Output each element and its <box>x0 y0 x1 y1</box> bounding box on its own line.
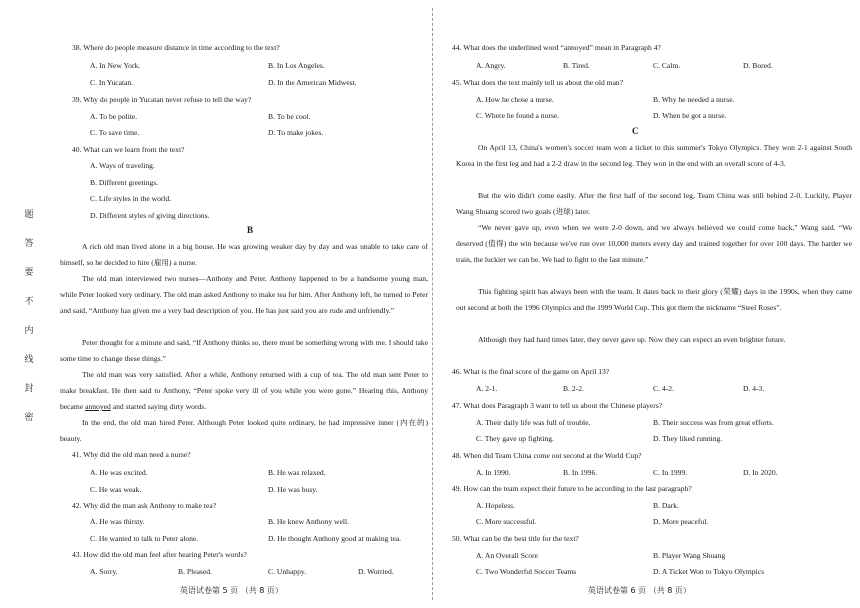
option-a[interactable]: A. Sorry. <box>90 567 118 576</box>
option-a[interactable]: A. 2-1. <box>476 384 498 393</box>
option-d[interactable]: D. In 2020. <box>743 468 778 477</box>
option-a[interactable]: A. Their daily life was full of trouble. <box>476 418 591 427</box>
option-b[interactable]: B. Their success was from great efforts. <box>653 418 774 427</box>
option-a[interactable]: A. To be polite. <box>90 112 138 121</box>
question-44: 44. What does the underlined word “annoyed” mean in Paragraph 4? <box>452 43 661 52</box>
option-c[interactable]: C. He was weak. <box>90 485 142 494</box>
question-38: 38. Where do people measure distance in time according to the text? <box>72 43 280 52</box>
underlined-word: annoyed <box>85 402 111 411</box>
option-c[interactable]: C. He wanted to talk to Peter alone. <box>90 534 199 543</box>
option-d[interactable]: D. In the American Midwest. <box>268 78 357 87</box>
paragraph-text: and started saying dirty words. <box>110 402 207 411</box>
option-c[interactable]: C. Life styles in the world. <box>90 194 172 203</box>
option-d[interactable]: D. When he got a nurse. <box>653 111 727 120</box>
question-39: 39. Why do people in Yucatan never refuse to tell the way? <box>72 95 252 104</box>
paragraph-text: The old man was very satisfied. After a while, Anthony returned with a cup of tea. The old man sent Peter to make breakfast. He then said to Anthony, “Peter spoke very ill of you while you were gone.” Hearing this, Anthony became <box>60 370 428 411</box>
question-41: 41. Why did the old man need a nurse? <box>72 450 191 459</box>
margin-char: 不 <box>24 296 34 306</box>
question-42: 42. Why did the man ask Anthony to make tea? <box>72 501 217 510</box>
passage-c-paragraph-1: On April 13, China's women's soccer team won a ticket to this summer's Tokyo Olympics. They won 2-1 against South Korea in the first leg and had a 2-2 draw in the second leg. They won in the end with an overall score of 4-3. <box>456 143 852 168</box>
option-d[interactable]: D. More peaceful. <box>653 517 709 526</box>
page-6 <box>432 0 860 608</box>
option-d[interactable]: D. To make jokes. <box>268 128 324 137</box>
option-c[interactable]: C. Two Wonderful Soccer Teams <box>476 567 577 576</box>
option-c[interactable]: C. To save time. <box>90 128 140 137</box>
question-49: 49. How can the team expect their future to be according to the last paragraph? <box>452 484 692 493</box>
margin-char: 封 <box>24 383 34 393</box>
section-heading-b: B <box>247 225 254 235</box>
option-d[interactable]: D. He was busy. <box>268 485 318 494</box>
option-c[interactable]: C. More successful. <box>476 517 537 526</box>
option-c[interactable]: C. Unhappy. <box>268 567 307 576</box>
question-48: 48. When did Team China come out second at the World Cup? <box>452 451 642 460</box>
margin-char: 密 <box>24 412 34 422</box>
option-c[interactable]: C. They gave up fighting. <box>476 434 554 443</box>
option-a[interactable]: A. In New York. <box>90 61 141 70</box>
option-c[interactable]: C. In Yucatan. <box>90 78 134 87</box>
option-c[interactable]: C. Where he found a nurse. <box>476 111 560 120</box>
option-d[interactable]: D. He thought Anthony good at making tea. <box>268 534 402 543</box>
option-d[interactable]: D. 4-3. <box>743 384 765 393</box>
passage-b-paragraph-2: The old man interviewed two nurses—Anthony and Peter. Anthony happened to be a handsome young man, while Peter looked very ordinary. The old man asked Anthony to make tea for him. After Anthony left, he turned to Peter and said, “Anthony has given me a very bad description of you. He has just said you are rude and unfriendly.” <box>60 274 428 315</box>
passage-c-paragraph-3: “We never gave up, even when we were 2-0 down, and we always believed we could come back,” Wang said. “We deserved (值得) the win because we've run over 10,000 meters every day and trained together for over 100 days. The harder we train, the luckier we can be. We had to fight to the last minute.” <box>456 223 852 264</box>
option-d[interactable]: D. Worried. <box>358 567 394 576</box>
option-a[interactable]: A. He was excited. <box>90 468 148 477</box>
question-50: 50. What can be the best title for the text? <box>452 534 579 543</box>
option-b[interactable]: B. He knew Anthony well. <box>268 517 349 526</box>
option-c[interactable]: C. In 1999. <box>653 468 688 477</box>
option-b[interactable]: B. Tired. <box>563 61 590 70</box>
margin-char: 要 <box>24 267 34 277</box>
passage-c-paragraph-5: Although they had hard times later, they never gave up. Now they can expect an even brighter future. <box>478 335 786 344</box>
option-b[interactable]: B. In Los Angeles. <box>268 61 325 70</box>
margin-char: 题 <box>24 209 34 219</box>
option-a[interactable]: A. How he chose a nurse. <box>476 95 554 104</box>
passage-b-paragraph-4 <box>60 367 428 415</box>
question-45: 45. What does the text mainly tell us about the old man? <box>452 78 624 87</box>
option-b[interactable]: B. Dark. <box>653 501 679 510</box>
option-b[interactable]: B. 2-2. <box>563 384 584 393</box>
option-b[interactable]: B. Pleased. <box>178 567 212 576</box>
section-heading-c: C <box>632 126 639 136</box>
margin-char: 内 <box>24 325 34 335</box>
option-d[interactable]: D. Bored. <box>743 61 773 70</box>
option-b[interactable]: B. Why he needed a nurse. <box>653 95 735 104</box>
passage-b-paragraph-5: In the end, the old man hired Peter. Although Peter looked quite ordinary, he had impressive inner (内在的) beauty. <box>60 418 428 443</box>
passage-c-paragraph-4: This fighting spirit has always been with the team. It dates back to their glory (荣耀) days in the 1990s, when they came out second at both the 1996 Olympics and the 1999 World Cup. This got them the nickname “Steel Roses”. <box>456 287 852 312</box>
page-footer: 英语试卷第 6 页 （共 8 页） <box>588 586 691 595</box>
option-d[interactable]: D. A Ticket Won to Tokyo Olympics <box>653 567 765 576</box>
option-b[interactable]: B. Different greetings. <box>90 178 159 187</box>
option-b[interactable]: B. In 1996. <box>563 468 598 477</box>
option-a[interactable]: A. Angry. <box>476 61 506 70</box>
margin-char: 线 <box>24 354 34 364</box>
option-d[interactable]: D. They liked running. <box>653 434 723 443</box>
option-b[interactable]: B. Player Wang Shuang <box>653 551 726 560</box>
question-46: 46. What is the final score of the game on April 13? <box>452 367 610 376</box>
option-c[interactable]: C. Calm. <box>653 61 681 70</box>
option-a[interactable]: A. He was thirsty. <box>90 517 145 526</box>
option-b[interactable]: B. He was relaxed. <box>268 468 326 477</box>
option-c[interactable]: C. 4-2. <box>653 384 674 393</box>
option-a[interactable]: A. In 1990. <box>476 468 511 477</box>
option-a[interactable]: A. An Overall Score <box>476 551 538 560</box>
page-footer: 英语试卷第 5 页 （共 8 页） <box>180 586 283 595</box>
question-40: 40. What can we learn from the text? <box>72 145 185 154</box>
option-d[interactable]: D. Different styles of giving directions. <box>90 211 210 220</box>
passage-b-paragraph-3: Peter thought for a minute and said, “If Anthony thinks so, there must be something wrong with me. I should take some time to change these things.” <box>60 338 428 363</box>
passage-c-paragraph-2: But the win didn't come easily. After the first half of the second leg, Team China was still behind 2-0. Luckily, Player Wang Shuang scored two goals (进球) later. <box>456 191 852 216</box>
option-b[interactable]: B. To be cool. <box>268 112 311 121</box>
question-43: 43. How did the old man feel after hearing Peter's words? <box>72 550 247 559</box>
question-47: 47. What does Paragraph 3 want to tell us about the Chinese players? <box>452 401 663 410</box>
passage-b-paragraph-1: A rich old man lived alone in a big house. He was growing weaker day by day and was unable to take care of himself, so he decided to hire (雇用) a nurse. <box>60 242 428 267</box>
margin-char: 答 <box>24 238 34 248</box>
option-a[interactable]: A. Hopeless. <box>476 501 516 510</box>
option-a[interactable]: A. Ways of traveling. <box>90 161 155 170</box>
